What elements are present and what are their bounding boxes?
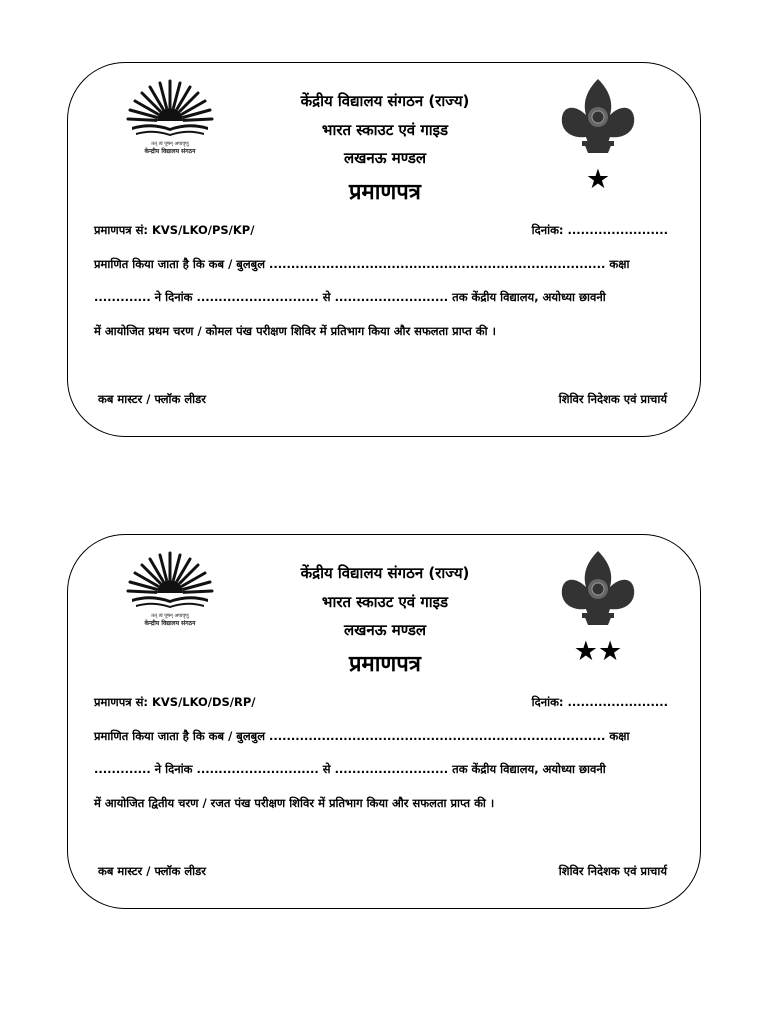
logo-name: केन्द्रीय विद्यालय संगठन [144,148,196,155]
body-line-1: प्रमाणित किया जाता है कि कब / बुलबुल ............................................................................. कक्षा [94,729,630,743]
signature-camp-director: शिविर निदेशक एवं प्राचार्य [558,392,667,406]
header-scouts-guides: भारत स्काउट एवं गाइड [321,593,449,611]
header-region: लखनऊ मण्डल [343,149,427,167]
date-field: दिनांक: ....................... [531,223,668,237]
logo-motto: तत् त्वं पूषन् अपावृणु [151,141,189,147]
body-line-3: में आयोजित प्रथम चरण / कोमल पंख परीक्षण शिविर में प्रतिभाग किया और सफलता प्राप्त की । [94,324,496,338]
header-region: लखनऊ मण्डल [343,621,427,639]
kvs-logo [118,549,222,629]
star-rank: ★ [585,164,611,195]
header-organisation: केंद्रीय विद्यालय संगठन (राज्य) [300,564,470,582]
header-organisation: केंद्रीय विद्यालय संगठन (राज्य) [300,92,470,110]
certificate-number: प्रमाणपत्र सं: KVS/LKO/DS/RP/ [94,695,256,709]
scout-emblem [558,549,638,671]
rising-sun-icon [118,549,222,613]
logo-motto: तत् त्वं पूषन् अपावृणु [151,613,189,619]
header-scouts-guides: भारत स्काउट एवं गाइड [321,121,449,139]
body-line-2: ............. ने दिनांक ............................ से .......................... तक केंद्रीय विद्यालय, अयोध्या छावनी [94,290,606,304]
rising-sun-icon [118,77,222,141]
certificate-title: प्रमाणपत्र [349,180,421,205]
body-line-1: प्रमाणित किया जाता है कि कब / बुलबुल ............................................................................. कक्षा [94,257,630,271]
body-line-2: ............. ने दिनांक ............................ से .......................... तक केंद्रीय विद्यालय, अयोध्या छावनी [94,762,606,776]
kvs-logo [118,77,222,157]
scout-emblem [558,77,638,199]
date-field: दिनांक: ....................... [531,695,668,709]
certificate-number: प्रमाणपत्र सं: KVS/LKO/PS/KP/ [94,223,255,237]
star-rank: ★★ [573,636,623,667]
body-line-3: में आयोजित द्वितीय चरण / रजत पंख परीक्षण शिविर में प्रतिभाग किया और सफलता प्राप्त की । [94,796,495,810]
certificate-card-2 [67,534,701,909]
certificate-title: प्रमाणपत्र [349,652,421,677]
signature-camp-director: शिविर निदेशक एवं प्राचार्य [558,864,667,878]
certificate-card-1 [67,62,701,437]
signature-cub-master: कब मास्टर / फ्लॉक लीडर [98,864,206,878]
logo-name: केन्द्रीय विद्यालय संगठन [144,620,196,627]
signature-cub-master: कब मास्टर / फ्लॉक लीडर [98,392,206,406]
